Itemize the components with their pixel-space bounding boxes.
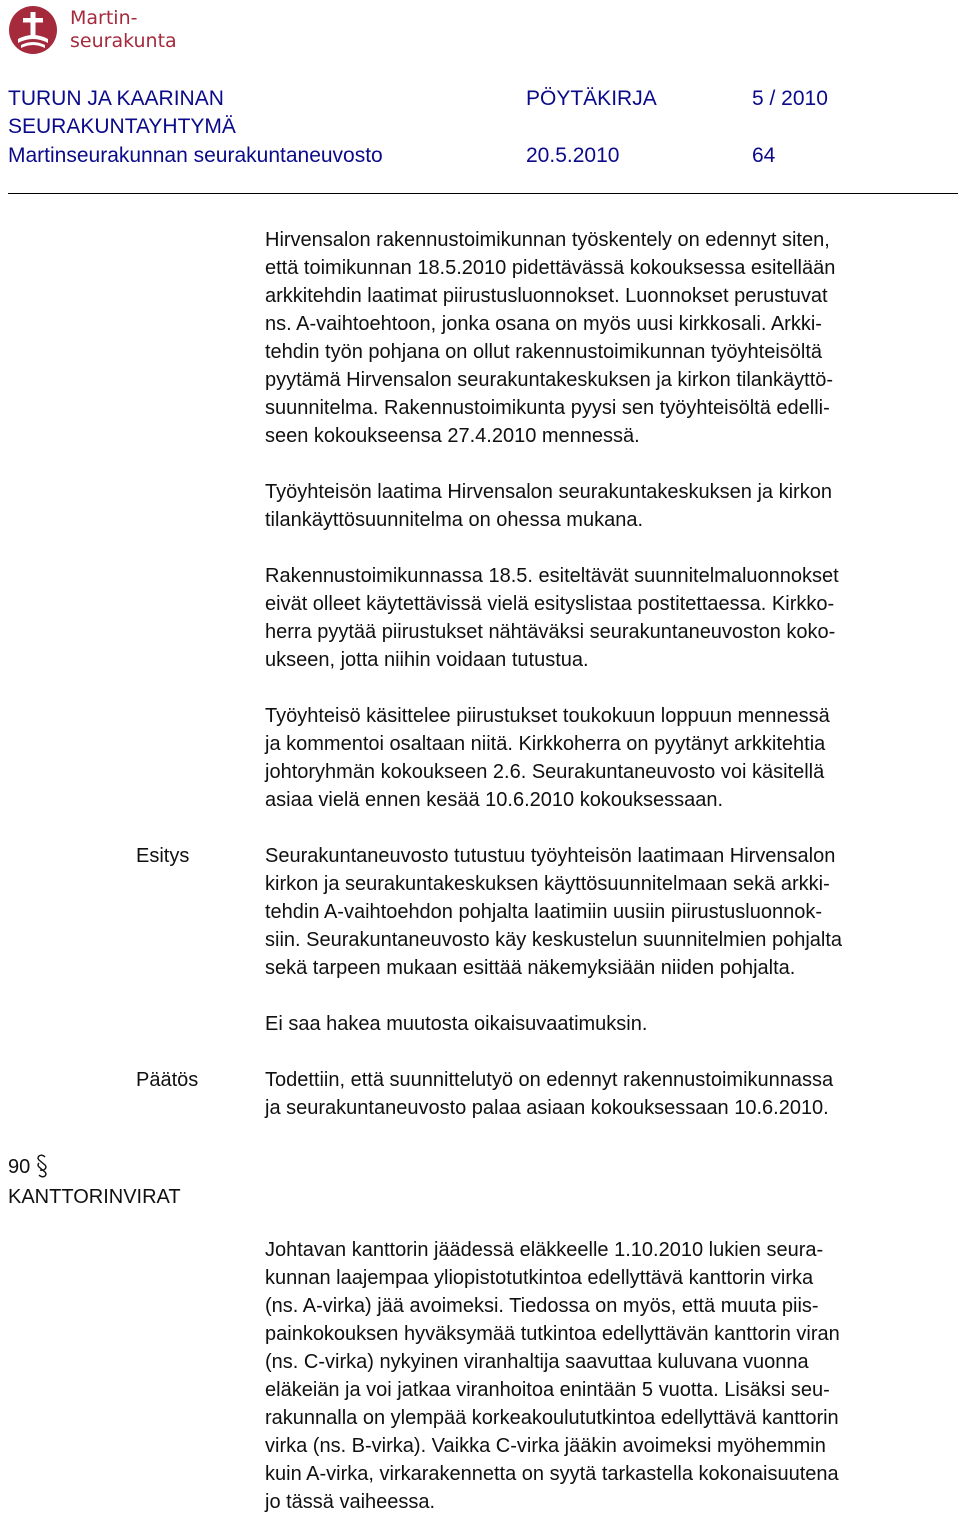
esitys-text: Seurakuntaneuvosto tutustuu työyhteisön laatimaan Hirvensalon kirkon ja seurakuntakeskuksen käyttösuunnitelmaan sekä arkki- tehdin A-vaihtoehdon pohjalta laatimiin uusiin piirustusluonnok- siin. Seurakuntaneuvosto käy keskustelun suunnitelmien pohjalta sekä tarpeen mukaan esittää näkemyksiään niiden pohjalta. <box>265 845 843 979</box>
org-name-line-1: TURUN JA KAARINAN <box>8 87 224 110</box>
esitys-label: Esitys <box>136 845 190 867</box>
paragraph-project-status: Hirvensalon rakennustoimikunnan työskentely on edennyt siten, että toimikunnan 18.5.2010 pidettävässä kokouksessa esitellään arkkitehdin laatimat piirustusluonnokset. Luonnokset perustuvat ns. A-vaihtoehtoon, jonka osana on myös uusi kirkkosali. Arkki- tehdin työn pohjana on ollut rakennustoimikunnan työyhteisöltä pyytämä Hirvensalon seurakuntakeskuksen ja kirkon tilankäyttö- suunnitelma. Rakennustoimikunta pyysi sen työyhteisöltä edelli- seen kokoukseensa 27.4.2010 mennessä. <box>265 229 836 447</box>
logo-line-2: seurakunta <box>70 30 177 52</box>
section-sign-icon <box>36 1153 48 1179</box>
meeting-date: 20.5.2010 <box>526 144 620 167</box>
document-type: PÖYTÄKIRJA <box>526 87 657 110</box>
header-divider <box>8 193 958 194</box>
paatos-label: Päätös <box>136 1069 199 1091</box>
appeal-note: Ei saa hakea muutosta oikaisuvaatimuksin. <box>265 1013 648 1035</box>
section-title: KANTTORINVIRAT <box>8 1186 181 1208</box>
document-number: 5 / 2010 <box>752 87 828 110</box>
page-number: 64 <box>752 144 776 167</box>
section-heading <box>8 1152 181 1212</box>
organization-logo <box>8 5 188 55</box>
paragraph-cantor-posts: Johtavan kanttorin jäädessä eläkkeelle 1.10.2010 lukien seura- kunnan laajempaa yliopistotutkintoa edellyttävä kanttorin virka (ns. A-virka) jää avoimeksi. Tiedossa on myös, että muuta piis- painkokouksen hyväksymää tutkintoa edellyttävän kanttorin viran (ns. C-virka) nykyinen viranhaltija saavuttaa kuluvana vuonna eläkeiän ja voi jatkaa viranhoitoa enintään 5 vuotta. Lisäksi seu- rakunnalla on ylempää korkeakoulututkintoa edellyttävä kanttorin virka (ns. B-virka). Vaikka C-virka jääkin avoimeksi myöhemmin kuin A-virka, virkarakennetta on syytä tarkastella kokonaisuutena jo tässä vaiheessa. <box>265 1239 840 1513</box>
paragraph-drawings: Rakennustoimikunnassa 18.5. esiteltävät suunnitelmaluonnokset eivät olleet käytettävissä vielä esityslistaa postitettaessa. Kirkko- herra pyytää piirustukset nähtäväksi seurakuntaneuvoston koko- ukseen, jotta niihin voidaan tutustua. <box>265 565 839 671</box>
paragraph-review-schedule: Työyhteisö käsittelee piirustukset toukokuun loppuun mennessä ja kommentoi osaltaan niitä. Kirkkoherra on pyytänyt arkkitehtia johtoryhmän kokoukseen 2.6. Seurakuntaneuvosto voi käsitellä asiaa vielä ennen kesää 10.6.2010 kokouksessaan. <box>265 705 830 811</box>
cross-emblem-icon <box>8 5 58 55</box>
org-name-line-2: SEURAKUNTAYHTYMÄ <box>8 115 236 138</box>
paragraph-space-plan: Työyhteisön laatima Hirvensalon seurakuntakeskuksen ja kirkon tilankäyttösuunnitelma on ohessa mukana. <box>265 481 832 531</box>
logo-wordmark <box>70 7 177 53</box>
meeting-body-name: Martinseurakunnan seurakuntaneuvosto <box>8 144 383 167</box>
logo-line-1: Martin- <box>70 7 138 29</box>
section-number: 90 <box>8 1156 31 1178</box>
paatos-text: Todettiin, että suunnittelutyö on edennyt rakennustoimikunnassa ja seurakuntaneuvosto palaa asiaan kokouksessaan 10.6.2010. <box>265 1069 834 1119</box>
